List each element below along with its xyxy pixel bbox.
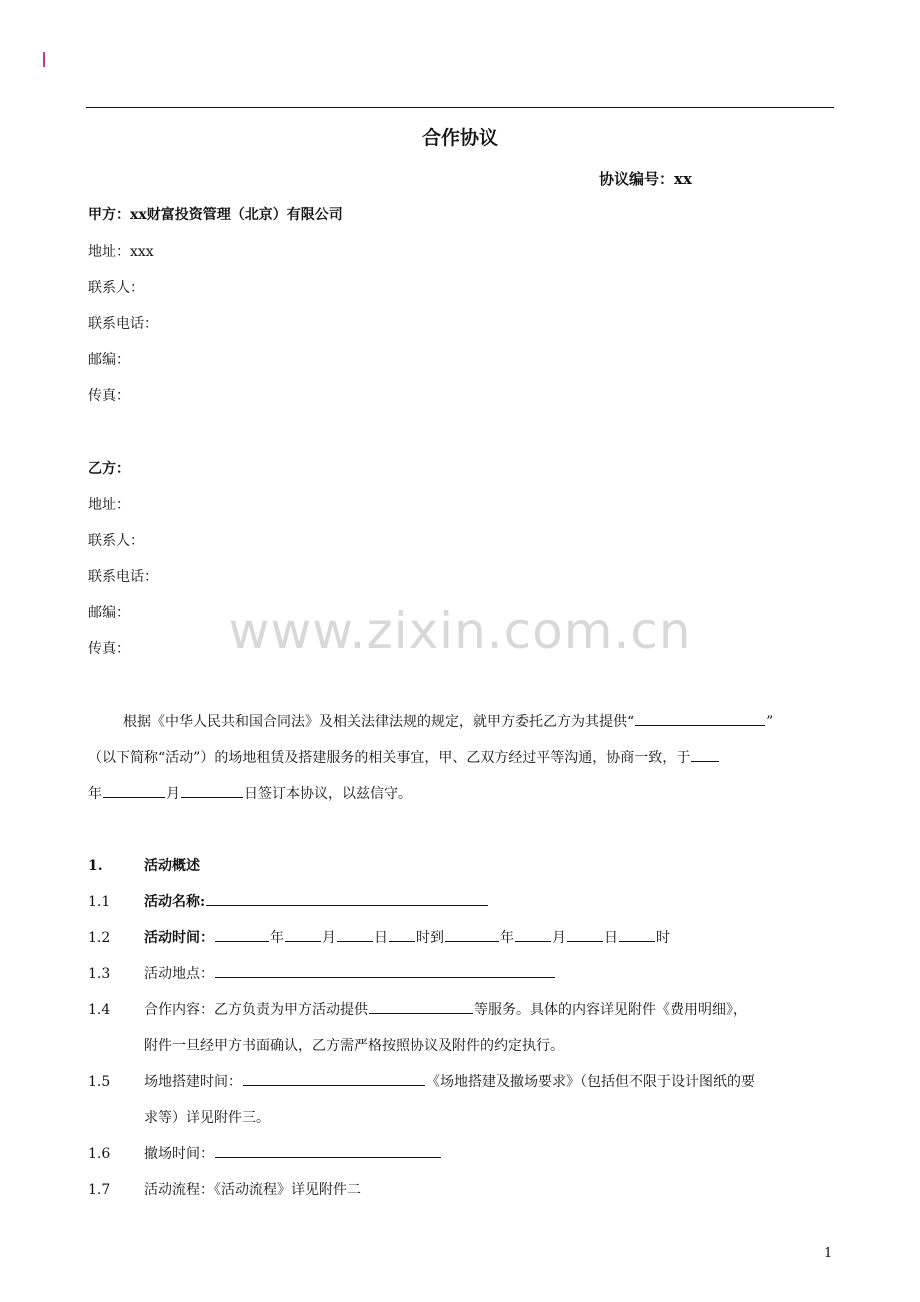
sign-day-blank[interactable] — [181, 784, 243, 798]
service-content-blank[interactable] — [369, 1000, 473, 1014]
clause-1-1-label: 活动名称: — [144, 894, 206, 910]
party-a-contact: 联系人： — [88, 280, 144, 296]
section-1-number: 1. — [88, 858, 103, 874]
clause-1-3-number: 1.3 — [88, 966, 111, 982]
party-b-header: 乙方： — [88, 461, 130, 477]
preamble-text-2: （以下简称“活动”）的场地租赁及搭建服务的相关事宜，甲、乙双方经过平等沟通，协商一致，于 — [88, 750, 691, 766]
preamble-line-3 — [88, 783, 412, 803]
clause-1-7-number: 1.7 — [88, 1182, 111, 1198]
section-1-title: 活动概述 — [144, 858, 200, 874]
preamble-quote-close: ” — [766, 714, 774, 730]
end-month-label: 月 — [552, 930, 566, 946]
party-b-phone: 联系电话： — [88, 569, 158, 585]
clause-1-5 — [88, 1071, 755, 1091]
clause-1-7-text: 活动流程：《活动流程》详见附件二 — [144, 1182, 361, 1198]
party-b-contact: 联系人： — [88, 533, 144, 549]
clause-1-4 — [88, 999, 747, 1019]
end-hour-blank[interactable] — [619, 928, 655, 942]
start-day-blank[interactable] — [337, 928, 373, 942]
year-label: 年 — [88, 786, 102, 802]
party-a-fax: 传真： — [88, 388, 130, 404]
clause-1-1 — [88, 891, 489, 911]
clause-1-5-label: 场地搭建时间： — [144, 1074, 242, 1090]
party-a-postcode: 邮编： — [88, 352, 130, 368]
sign-month-blank[interactable] — [103, 784, 165, 798]
clause-1-7 — [88, 1179, 361, 1199]
service-name-blank[interactable] — [635, 712, 765, 726]
cursor-mark — [43, 52, 45, 67]
clause-1-5-text: 《场地搭建及撤场要求》（包括但不限于设计图纸的要 — [426, 1074, 755, 1090]
sign-year-blank[interactable] — [691, 748, 719, 762]
agreement-number: 协议编号：xx — [599, 170, 692, 188]
party-a-address: 地址：xxx — [88, 244, 154, 260]
party-b-postcode: 邮编： — [88, 605, 130, 621]
clause-1-2-number: 1.2 — [88, 930, 111, 946]
clause-1-2-label: 活动时间： — [144, 930, 214, 946]
clause-1-4-text-a: 合作内容：乙方负责为甲方活动提供 — [144, 1002, 368, 1018]
start-hour-blank[interactable] — [389, 928, 415, 942]
venue-blank[interactable] — [215, 964, 555, 978]
month-label: 月 — [166, 786, 180, 802]
clause-1-6 — [88, 1143, 442, 1163]
section-1-heading — [88, 855, 200, 875]
end-month-blank[interactable] — [515, 928, 551, 942]
teardown-time-blank[interactable] — [215, 1144, 441, 1158]
document-title: 合作协议 — [421, 127, 498, 149]
page-number: 1 — [824, 1246, 833, 1261]
setup-time-blank[interactable] — [243, 1072, 425, 1086]
hour-to-label: 时到 — [416, 930, 444, 946]
end-day-blank[interactable] — [567, 928, 603, 942]
preamble-line-2 — [88, 747, 720, 767]
end-hour-label: 时 — [656, 930, 670, 946]
end-day-label: 日 — [604, 930, 618, 946]
start-day-label: 日 — [374, 930, 388, 946]
clause-1-3 — [88, 963, 556, 983]
clause-1-6-number: 1.6 — [88, 1146, 111, 1162]
clause-1-5-line-2: 求等）详见附件三。 — [144, 1110, 270, 1126]
preamble-line-1 — [123, 711, 773, 731]
clause-1-4-number: 1.4 — [88, 1002, 111, 1018]
start-year-label: 年 — [270, 930, 284, 946]
start-month-blank[interactable] — [285, 928, 321, 942]
party-a-header: 甲方：xx财富投资管理（北京）有限公司 — [88, 207, 343, 223]
preamble-text-3: 日签订本协议，以兹信守。 — [244, 786, 412, 802]
watermark: www.zixin.com.cn — [228, 602, 692, 660]
header-rule — [86, 107, 834, 108]
party-b-address: 地址： — [88, 497, 130, 513]
clause-1-3-label: 活动地点： — [144, 966, 214, 982]
party-b-fax: 传真： — [88, 641, 130, 657]
end-year-label: 年 — [500, 930, 514, 946]
clause-1-4-line-2: 附件一旦经甲方书面确认，乙方需严格按照协议及附件的约定执行。 — [144, 1038, 564, 1054]
clause-1-1-number: 1.1 — [88, 894, 111, 910]
start-month-label: 月 — [322, 930, 336, 946]
end-year-blank[interactable] — [445, 928, 499, 942]
clause-1-6-label: 撤场时间： — [144, 1146, 214, 1162]
preamble-text-1: 根据《中华人民共和国合同法》及相关法律法规的规定，就甲方委托乙方为其提供“ — [123, 714, 635, 730]
party-a-phone: 联系电话： — [88, 316, 158, 332]
activity-name-blank[interactable] — [206, 892, 488, 906]
clause-1-5-number: 1.5 — [88, 1074, 111, 1090]
clause-1-2 — [88, 927, 670, 947]
start-year-blank[interactable] — [215, 928, 269, 942]
clause-1-4-text-b: 等服务。具体的内容详见附件《费用明细》， — [474, 1002, 747, 1018]
